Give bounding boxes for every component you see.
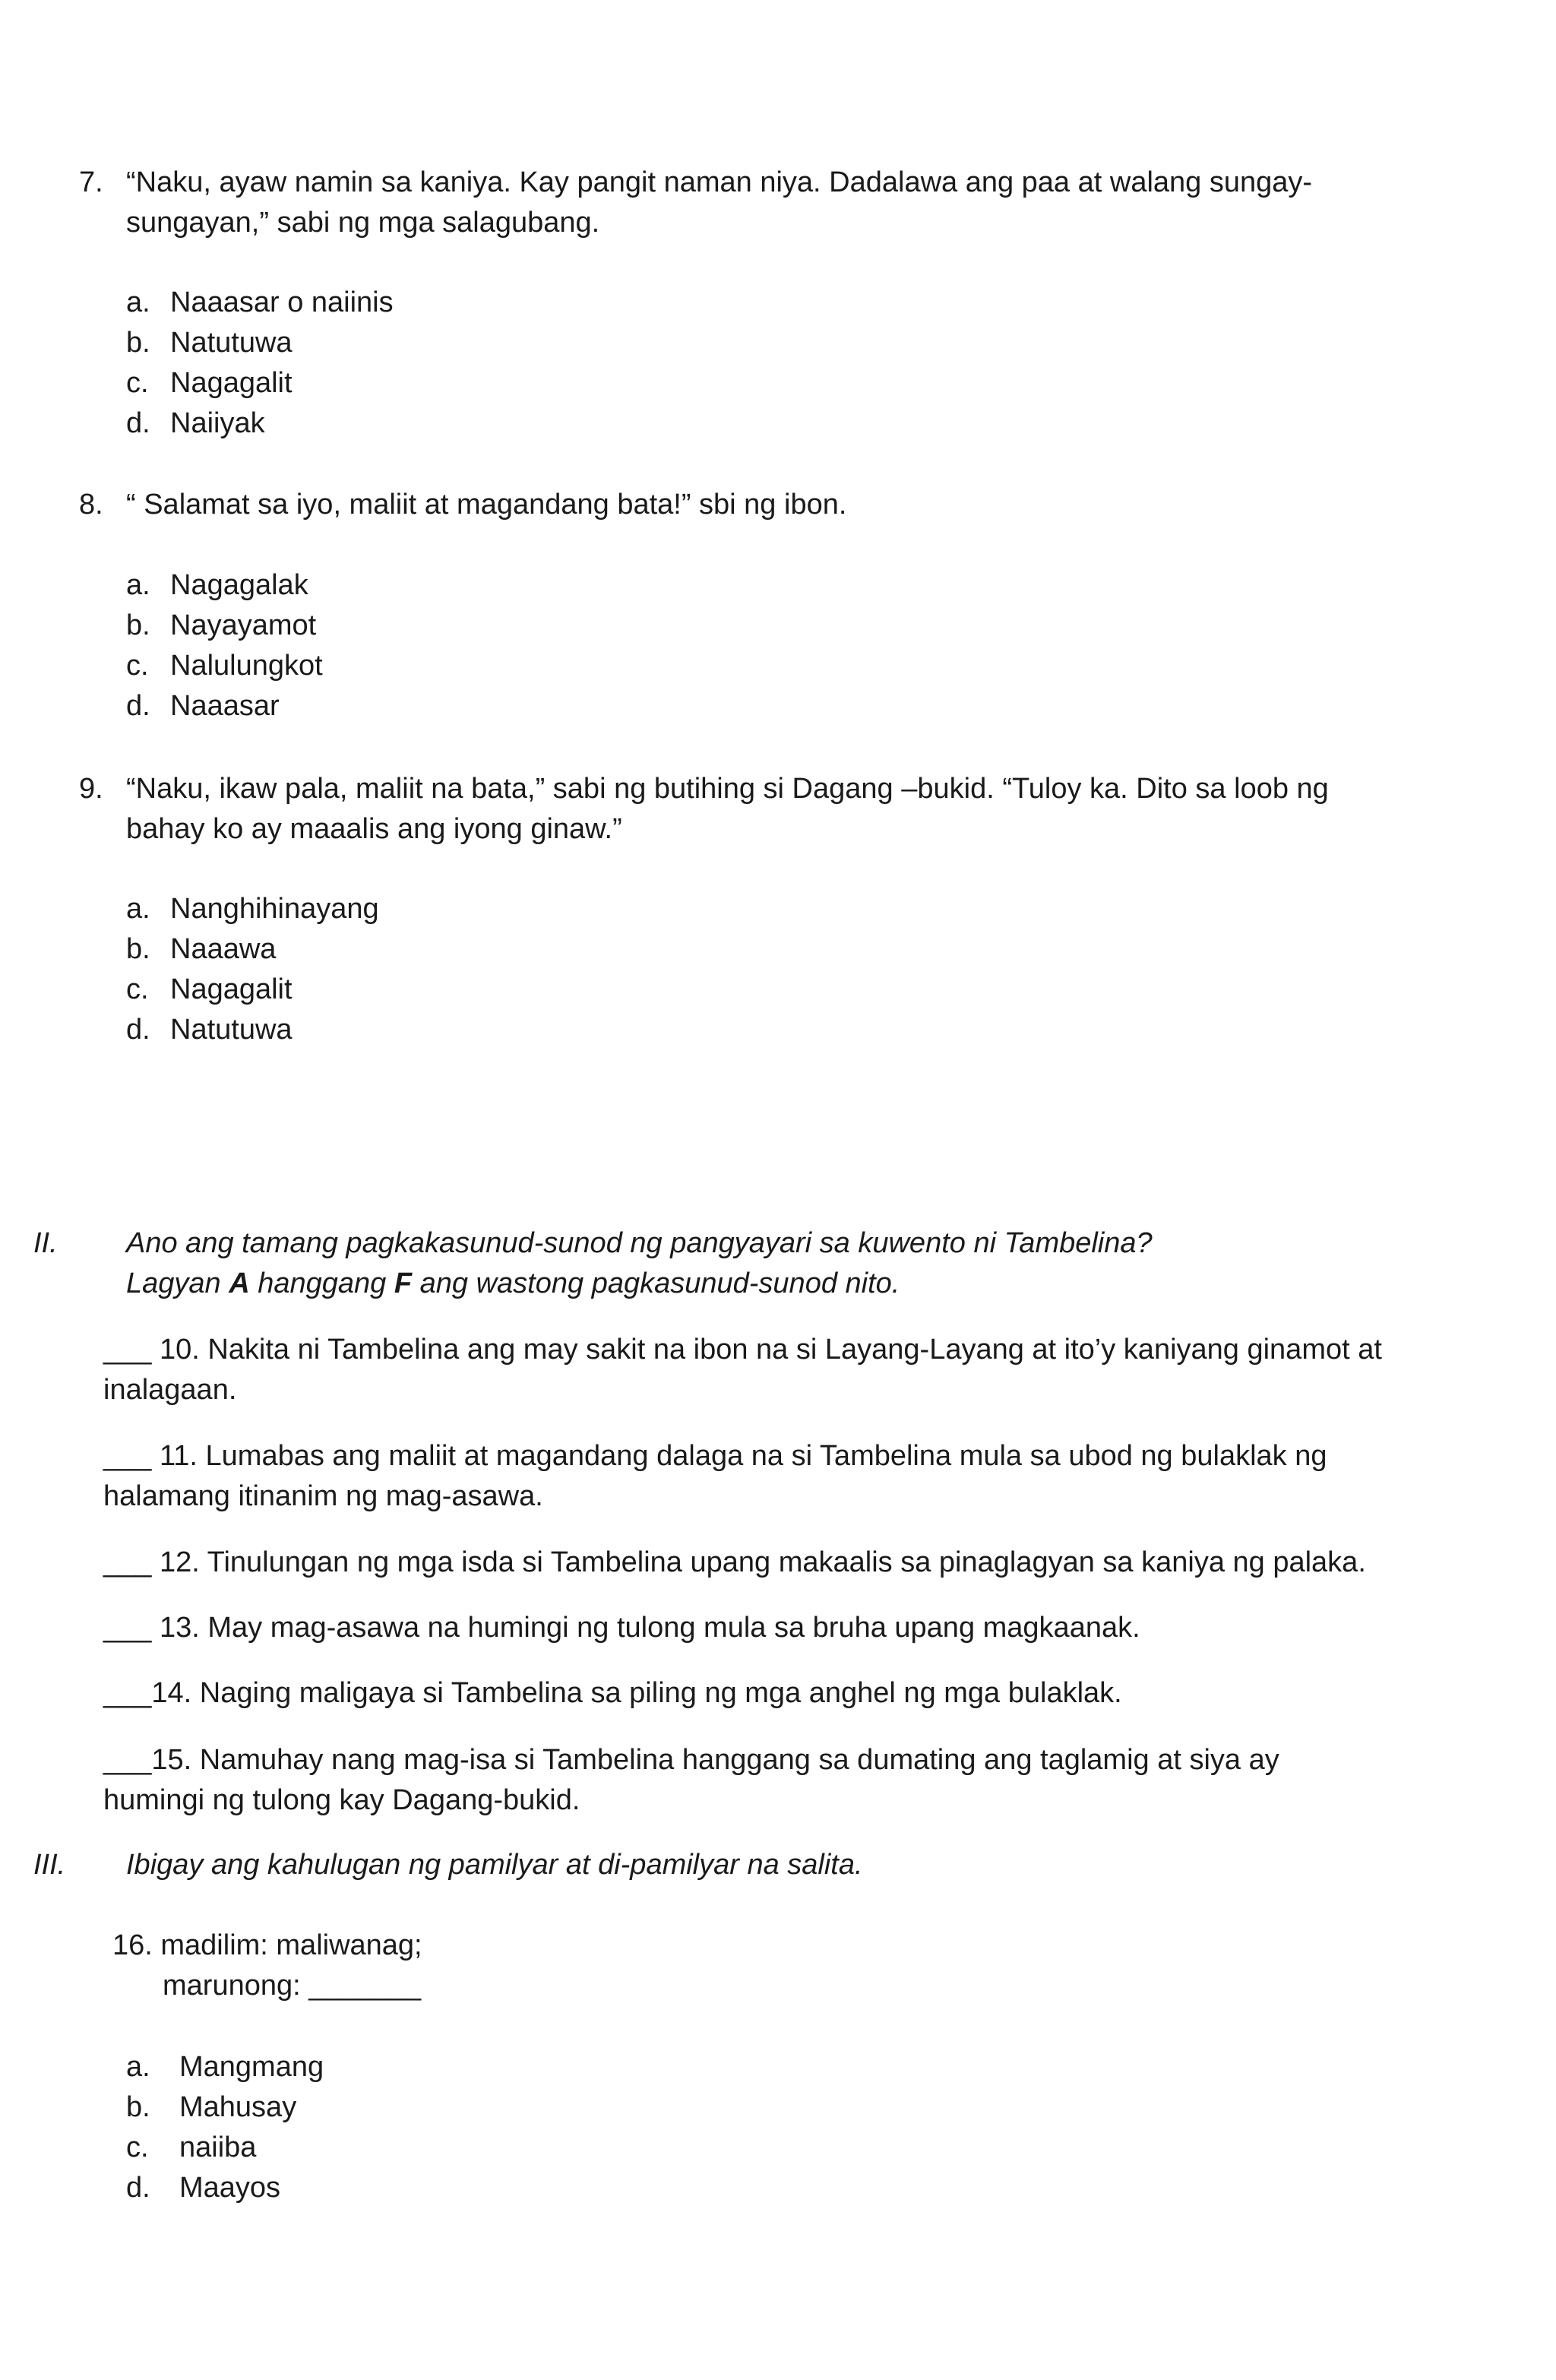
section-3-instruction: Ibigay ang kahulugan ng pamilyar at di-pamilyar na salita. bbox=[126, 1849, 863, 1881]
answer-blank[interactable]: ___ bbox=[103, 1612, 152, 1644]
question-text: “Naku, ikaw pala, maliit na bata,” sabi ng butihing si Dagang –bukid. “Tuloy ka. Dito sa loob ng bbox=[126, 773, 1329, 805]
question-text: “ Salamat sa iyo, maliit at magandang bata!” sbi ng ibon. bbox=[126, 489, 847, 521]
question-number: 7. bbox=[79, 166, 103, 198]
sequence-item-15-cont: humingi ng tulong kay Dagang-bukid. bbox=[103, 1784, 580, 1816]
sequence-item-10: ___ 10. Nakita ni Tambelina ang may sakit na ibon na si Layang-Layang at ito’y kaniyang ginamot at bbox=[103, 1334, 1382, 1366]
choice-7d: d. Naiiyak bbox=[126, 407, 265, 439]
choice-7b: b. Natutuwa bbox=[126, 327, 293, 359]
answer-blank[interactable]: _______ bbox=[308, 1970, 422, 2002]
sequence-item-10-cont: inalagaan. bbox=[103, 1374, 237, 1406]
sequence-item-13: ___ 13. May mag-asawa na humingi ng tulong mula sa bruha upang magkaanak. bbox=[103, 1612, 1140, 1644]
choice-9c: c. Nagagalit bbox=[126, 973, 293, 1005]
choice-9d: d. Natutuwa bbox=[126, 1014, 293, 1046]
question-7 bbox=[79, 163, 1312, 202]
section-2-instruction-cont: Lagyan A hanggang F ang wastong pagkasunud-sunod nito. bbox=[126, 1268, 900, 1299]
answer-blank[interactable]: ___ bbox=[103, 1440, 152, 1472]
choice-7c: c. Nagagalit bbox=[126, 367, 293, 399]
question-text: “Naku, ayaw namin sa kaniya. Kay pangit naman niya. Dadalawa ang paa at walang sungay- bbox=[126, 166, 1313, 198]
section-2-numeral: II. bbox=[33, 1227, 58, 1259]
section-3-numeral: III. bbox=[33, 1849, 66, 1881]
answer-blank[interactable]: ___ bbox=[103, 1677, 152, 1709]
answer-blank[interactable]: ___ bbox=[103, 1546, 152, 1578]
answer-blank[interactable]: ___ bbox=[103, 1744, 152, 1776]
choice-9a: a. Nanghihinayang bbox=[126, 893, 379, 925]
question-9 bbox=[79, 769, 1329, 809]
choice-16c: c. naiiba bbox=[126, 2132, 257, 2163]
choice-16d: d. Maayos bbox=[126, 2172, 281, 2204]
sequence-item-14: ___14. Naging maligaya si Tambelina sa piling ng mga anghel ng mga bulaklak. bbox=[103, 1677, 1122, 1709]
choice-16b: b. Mahusay bbox=[126, 2091, 297, 2123]
sequence-item-11-cont: halamang itinanim ng mag-asawa. bbox=[103, 1480, 543, 1512]
choice-8a: a. Nagagalak bbox=[126, 569, 308, 601]
question-8 bbox=[79, 485, 846, 524]
choice-16a: a. Mangmang bbox=[126, 2051, 324, 2083]
sequence-item-12: ___ 12. Tinulungan ng mga isda si Tambelina upang makaalis sa pinaglagyan sa kaniya ng palaka. bbox=[103, 1546, 1366, 1578]
choice-8b: b. Nayayamot bbox=[126, 609, 317, 641]
choice-9b: b. Naaawa bbox=[126, 933, 277, 965]
question-number: 9. bbox=[79, 773, 103, 805]
choice-8d: d. Naaasar bbox=[126, 690, 280, 722]
question-text-cont: bahay ko ay maaalis ang iyong ginaw.” bbox=[126, 813, 622, 845]
sequence-item-15: ___15. Namuhay nang mag-isa si Tambelina hanggang sa dumating ang taglamig at siya ay bbox=[103, 1744, 1279, 1776]
question-16: 16. madilim: maliwanag; bbox=[112, 1929, 422, 1961]
section-2-instruction: Ano ang tamang pagkakasunud-sunod ng pangyayari sa kuwento ni Tambelina? bbox=[126, 1227, 1153, 1259]
question-number: 8. bbox=[79, 489, 103, 521]
choice-8c: c. Nalulungkot bbox=[126, 650, 323, 682]
question-text-cont: sungayan,” sabi ng mga salagubang. bbox=[126, 207, 600, 239]
question-16-cont: marunong: _______ bbox=[163, 1970, 422, 2002]
sequence-item-11: ___ 11. Lumabas ang maliit at magandang dalaga na si Tambelina mula sa ubod ng bulaklak ng bbox=[103, 1440, 1327, 1472]
answer-blank[interactable]: ___ bbox=[103, 1334, 152, 1366]
choice-7a: a. Naaasar o naiinis bbox=[126, 286, 394, 318]
